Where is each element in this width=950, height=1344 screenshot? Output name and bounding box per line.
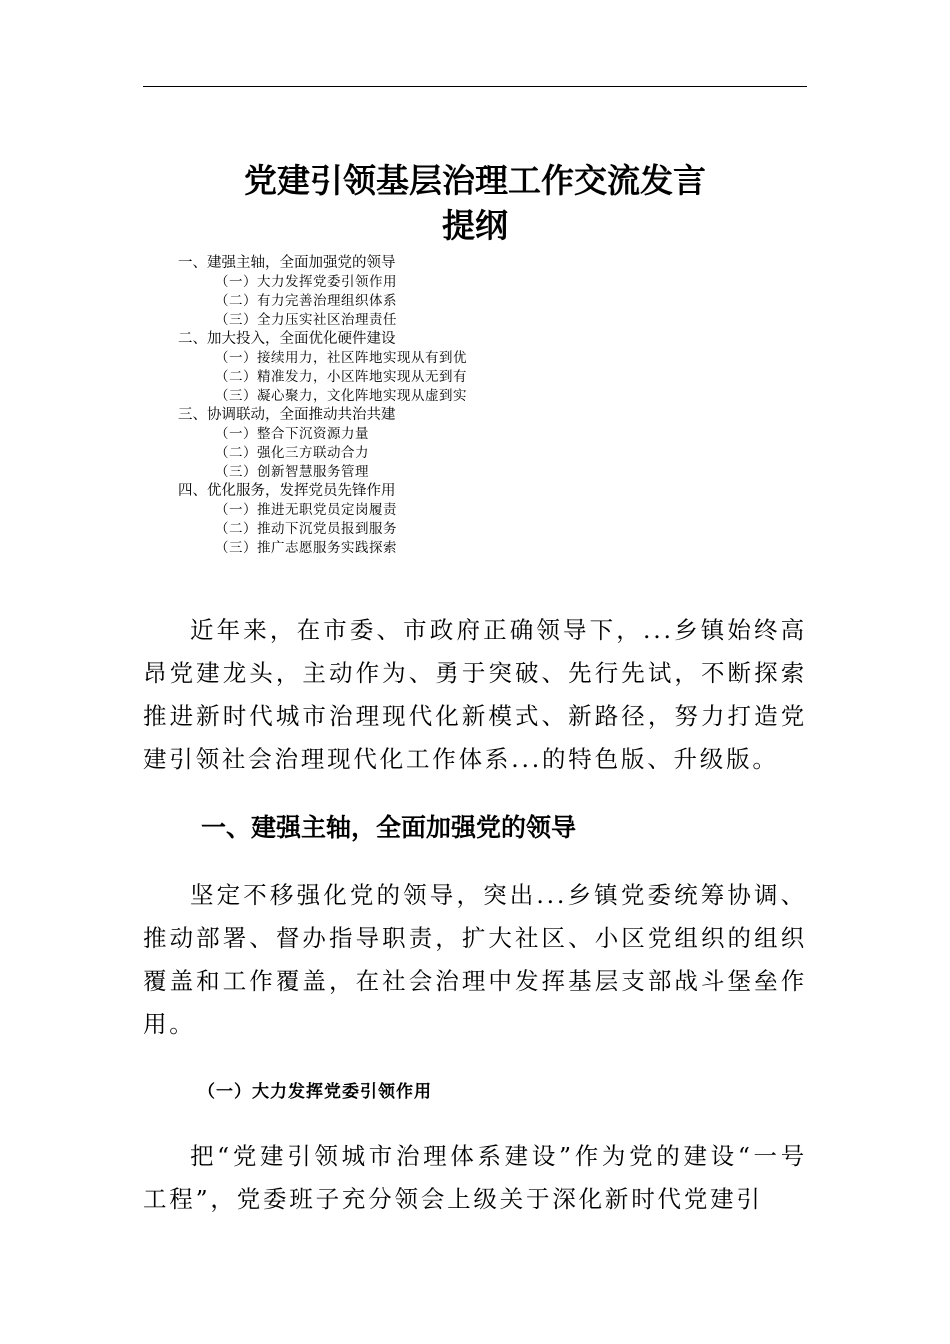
subsection-heading: （一）大力发挥党委引领作用 (198, 1082, 432, 1102)
outline-item: （三）推广志愿服务实践探索 (215, 540, 397, 556)
outline-item: （三）凝心聚力，文化阵地实现从虚到实 (215, 388, 467, 404)
outline-item: （一）推进无职党员定岗履责 (215, 502, 397, 518)
outline-list (178, 254, 778, 558)
outline-heading: 二、加大投入，全面优化硬件建设 (178, 331, 396, 347)
subsection-paragraph: 把“党建引领城市治理体系建设”作为党的建设“一号工程”，党委班子充分领会上级关于深化新时代党建引 (143, 1142, 807, 1213)
section-heading: 一、建强主轴，全面加强党的领导 (201, 813, 577, 842)
outline-heading: 三、协调联动，全面推动共治共建 (178, 407, 396, 423)
section-paragraph: 坚定不移强化党的领导，突出...乡镇党委统筹协调、推动部署、督办指导职责，扩大社区、小区党组织的组织覆盖和工作覆盖，在社会治理中发挥基层支部战斗堡垒作用。 (143, 881, 807, 1038)
outline-item: （一）整合下沉资源力量 (215, 426, 369, 442)
outline-item: （三）创新智慧服务管理 (215, 464, 369, 480)
document-title-continued: 提纲 (442, 206, 508, 245)
outline-item: （二）推动下沉党员报到服务 (215, 521, 397, 537)
document-title: 党建引领基层治理工作交流发言 (244, 161, 706, 200)
outline-item: （一）接续用力，社区阵地实现从有到优 (215, 350, 467, 366)
outline-item: （一）大力发挥党委引领作用 (215, 274, 397, 290)
outline-item: （二）强化三方联动合力 (215, 445, 369, 461)
header-rule (143, 86, 807, 87)
outline-item: （三）全力压实社区治理责任 (215, 312, 397, 328)
intro-paragraph: 近年来，在市委、市政府正确领导下，...乡镇始终高昂党建龙头，主动作为、勇于突破、先行先试，不断探索推进新时代城市治理现代化新模式、新路径，努力打造党建引领社会治理现代化工作体系...的特色版、升级版。 (143, 616, 807, 773)
outline-heading: 一、建强主轴，全面加强党的领导 (178, 255, 396, 271)
outline-heading: 四、优化服务，发挥党员先锋作用 (178, 483, 396, 499)
outline-item: （二）精准发力，小区阵地实现从无到有 (215, 369, 467, 385)
outline-item: （二）有力完善治理组织体系 (215, 293, 397, 309)
